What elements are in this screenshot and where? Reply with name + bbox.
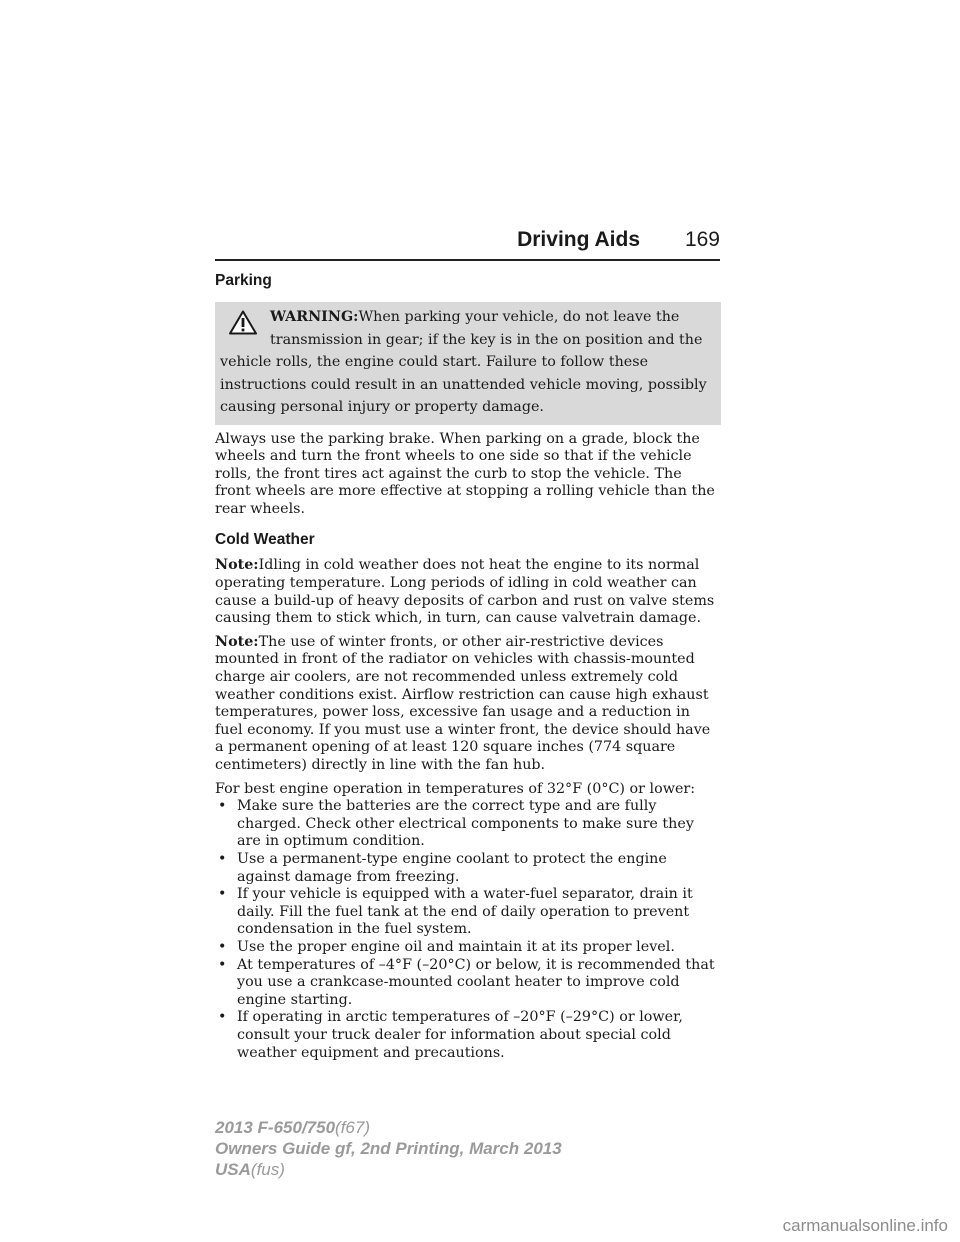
warning-line1: When parking your vehicle, do not leave the	[358, 309, 680, 325]
footer-printing-line: Owners Guide gf, 2nd Printing, March 2013	[215, 1139, 562, 1158]
page-footer	[215, 1117, 562, 1180]
cold-weather-intro: For best engine operation in temperatures of 32°F (0°C) or lower:	[215, 780, 696, 797]
bullet-icon: •	[218, 798, 227, 815]
list-item: • Use a permanent-type engine coolant to protect the engine against damage from freezing.	[218, 850, 667, 885]
warning-triangle-icon	[229, 310, 257, 335]
bullet-icon: •	[218, 886, 227, 903]
bullet-icon: •	[218, 938, 227, 955]
page-header	[215, 226, 720, 262]
note-label: Note:	[215, 557, 259, 574]
list-item: • If your vehicle is equipped with a water-fuel separator, drain it daily. Fill the fuel tank at the end of daily operation to prevent condensation in the fuel system.	[218, 886, 693, 938]
section-title: Driving Aids	[517, 228, 640, 251]
list-item: • Make sure the batteries are the correct type and are fully charged. Check other electrical components to make sure they are in optimum condition.	[218, 798, 694, 850]
warning-label: WARNING:	[270, 309, 359, 325]
bullet-icon: •	[218, 956, 227, 973]
footer-model-line: 2013 F-650/750(f67)	[215, 1118, 371, 1137]
warning-first-line	[220, 306, 713, 329]
bullet-icon: •	[218, 1009, 227, 1026]
warning-box	[215, 302, 721, 425]
cold-weather-list	[215, 798, 721, 1062]
list-item: • Use the proper engine oil and maintain it at its proper level.	[218, 938, 675, 955]
parking-heading: Parking	[215, 272, 272, 289]
cold-weather-heading: Cold Weather	[215, 531, 315, 549]
list-item: • At temperatures of –4°F (–20°C) or below, it is recommended that you use a crankcase-mounted coolant heater to improve cold engine starting.	[218, 956, 715, 1008]
list-item: • If operating in arctic temperatures of –20°F (–29°C) or lower, consult your truck dealer for information about special cold weather equipment and precautions.	[218, 1009, 683, 1061]
note-winter-fronts	[215, 634, 721, 775]
note-label: Note:	[215, 633, 259, 650]
warning-text: transmission in gear; if the key is in the on position and the vehicle rolls, the engine could start. Failure to follow these instructions could result in an unattended vehicle moving, possibly causing personal injury or property damage.	[220, 331, 707, 415]
note-idling	[215, 557, 721, 627]
note-winter-fronts-text: The use of winter fronts, or other air-restrictive devices mounted in front of the radiator on vehicles with chassis-mounted charge air coolers, are not recommended unless extremely cold weather conditions exist. Airflow restriction can cause high exhaust temperatures, power loss, excessive fan usage and a reduction in fuel economy. If you must use a winter front, the device should have a permanent opening of at least 120 square inches (774 square centimeters) directly in line with the fan hub.	[215, 633, 711, 773]
site-watermark[interactable]: carmanualsonline.info	[782, 1216, 948, 1235]
parking-paragraph: Always use the parking brake. When parking on a grade, block the wheels and turn the front wheels to one side so that if the vehicle rolls, the front tires act against the curb to stop the vehicle. The front wheels are more effective at stopping a rolling vehicle than the rear wheels.	[215, 430, 715, 517]
bullet-icon: •	[218, 850, 227, 867]
page-content	[215, 270, 721, 1062]
header-rule	[215, 259, 720, 261]
footer-market-line: USA(fus)	[215, 1160, 285, 1179]
page-number: 169	[684, 228, 720, 251]
note-idling-text: Idling in cold weather does not heat the engine to its normal operating temperature. Long periods of idling in cold weather can cause a build-up of heavy deposits of carbon and rust on valve stems causing them to stick which, in turn, can cause valvetrain damage.	[215, 557, 715, 627]
